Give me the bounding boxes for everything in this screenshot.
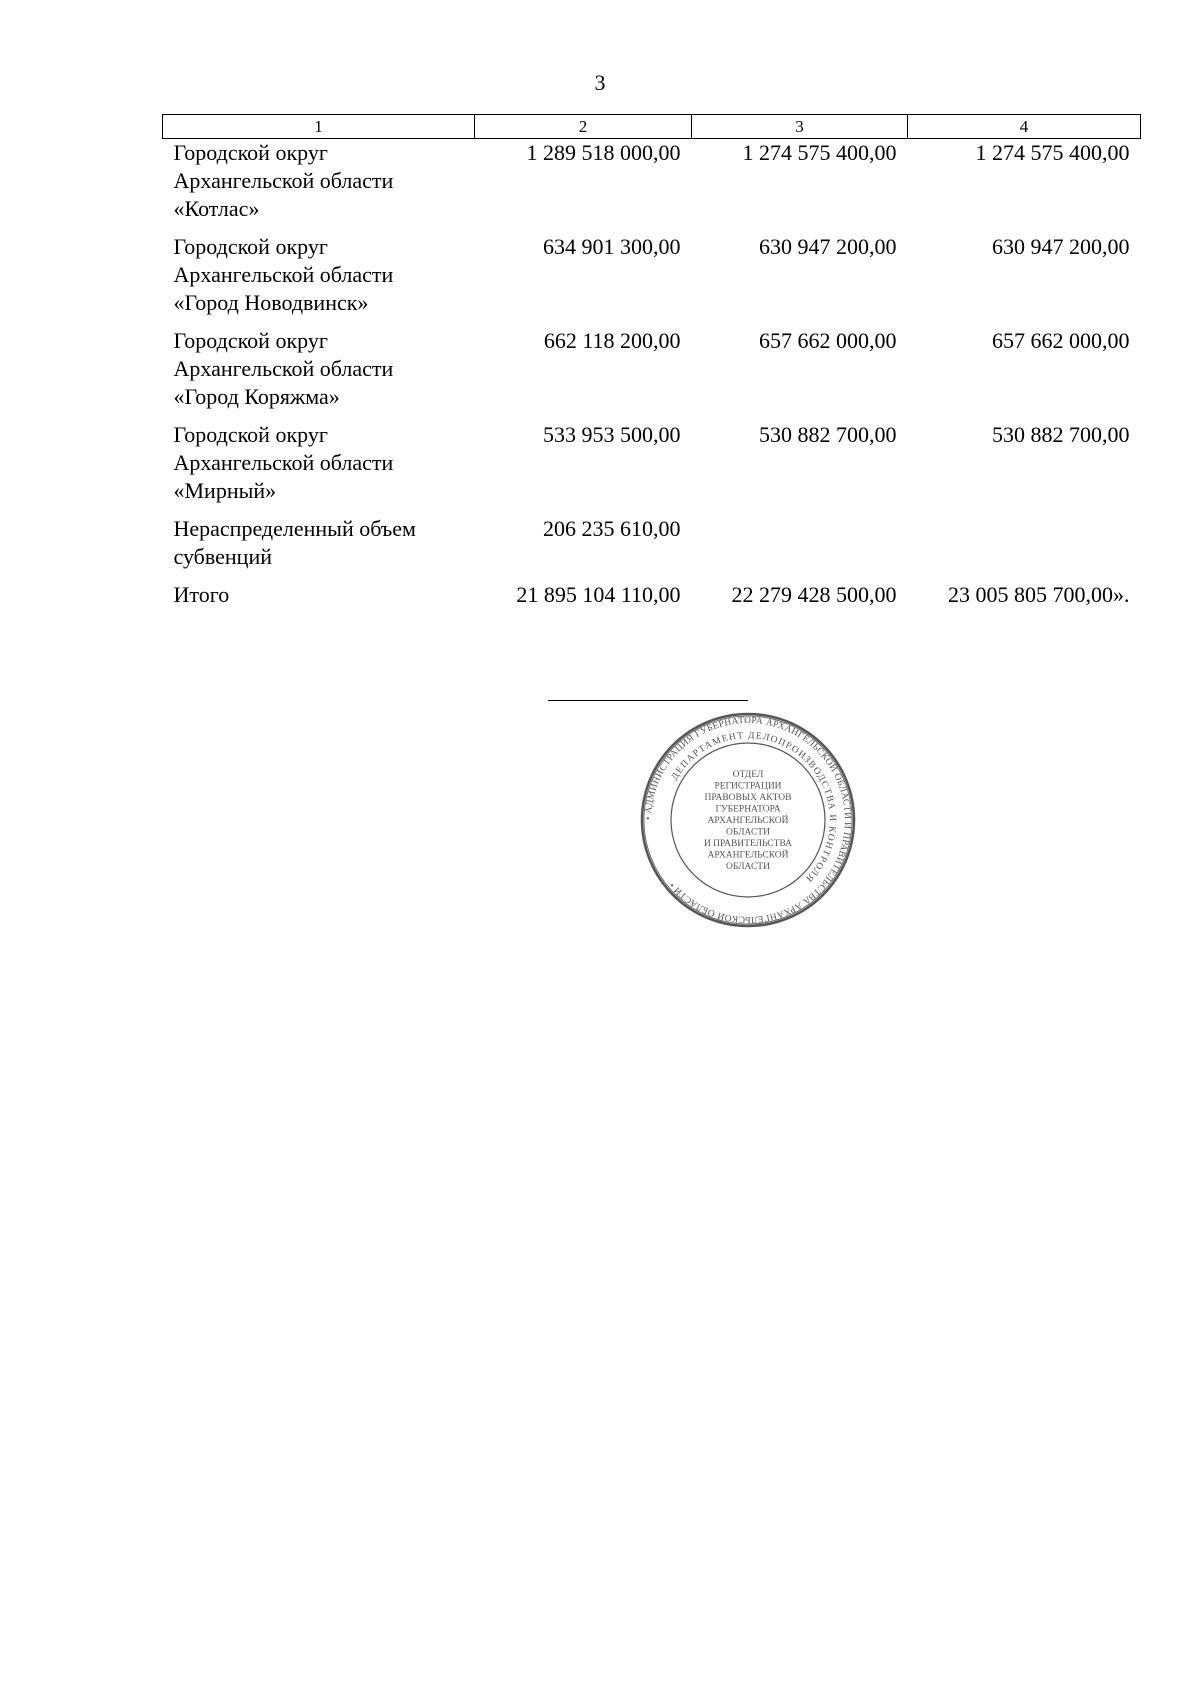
row-value-col4: 23 005 805 700,00». xyxy=(948,582,1130,607)
svg-text:ПРАВОВЫХ АКТОВ: ПРАВОВЫХ АКТОВ xyxy=(704,793,792,803)
signature-line xyxy=(548,700,748,701)
row-value-col2: 533 953 500,00 xyxy=(543,422,681,447)
column-header-4: 4 xyxy=(908,115,1141,139)
page-number: 3 xyxy=(594,70,606,95)
svg-text:ДЕПАРТАМЕНТ ДЕЛОПРОИЗВОДСТВА И: ДЕПАРТАМЕНТ ДЕЛОПРОИЗВОДСТВА И КОНТРОЛЯ xyxy=(670,730,838,884)
budget-table xyxy=(162,114,1141,619)
svg-text:АРХАНГЕЛЬСКОЙ: АРХАНГЕЛЬСКОЙ xyxy=(707,816,789,826)
row-value-col3 xyxy=(692,515,908,581)
row-value-col4: 1 274 575 400,00 xyxy=(975,140,1130,165)
row-name: Нераспределенный объем субвенций xyxy=(173,516,416,569)
row-value-col2: 634 901 300,00 xyxy=(543,234,681,259)
row-value-col4 xyxy=(908,515,1141,581)
table-row-total xyxy=(163,581,1141,619)
row-name: Городской округ Архангельской области «Котлас» xyxy=(173,140,394,221)
row-value-col3: 22 279 428 500,00 xyxy=(731,582,897,607)
svg-text:ОТДЕЛ: ОТДЕЛ xyxy=(732,770,764,780)
row-value-col2: 206 235 610,00 xyxy=(543,516,681,541)
column-header-2: 2 xyxy=(475,115,692,139)
row-name: Итого xyxy=(173,582,230,607)
table-row xyxy=(163,515,1141,581)
row-value-col3: 657 662 000,00 xyxy=(759,328,897,353)
row-value-col3: 530 882 700,00 xyxy=(759,422,897,447)
svg-text:АРХАНГЕЛЬСКОЙ: АРХАНГЕЛЬСКОЙ xyxy=(707,850,789,861)
svg-text:РЕГИСТРАЦИИ: РЕГИСТРАЦИИ xyxy=(714,781,782,792)
svg-text:И ПРАВИТЕЛЬСТВА: И ПРАВИТЕЛЬСТВА xyxy=(703,839,793,849)
official-seal xyxy=(638,710,858,930)
row-name: Городской округ Архангельской области «Город Коряжма» xyxy=(173,328,394,409)
row-name: Городской округ Архангельской области «Мирный» xyxy=(173,422,394,503)
table-row xyxy=(163,327,1141,421)
row-value-col2: 1 289 518 000,00 xyxy=(526,140,681,165)
table-header-row xyxy=(163,115,1141,139)
row-value-col2: 662 118 200,00 xyxy=(543,328,681,353)
row-value-col4: 657 662 000,00 xyxy=(992,328,1130,353)
row-value-col4: 630 947 200,00 xyxy=(992,234,1130,259)
column-header-1: 1 xyxy=(163,115,475,139)
column-header-3: 3 xyxy=(692,115,908,139)
svg-text:ГУБЕРНАТОРА: ГУБЕРНАТОРА xyxy=(715,804,781,815)
svg-text:ОБЛАСТИ: ОБЛАСТИ xyxy=(726,862,770,872)
row-value-col4: 530 882 700,00 xyxy=(992,422,1130,447)
row-value-col3: 1 274 575 400,00 xyxy=(742,140,897,165)
row-name: Городской округ Архангельской области «Город Новодвинск» xyxy=(173,234,394,315)
table-row xyxy=(163,421,1141,515)
svg-text:• АДМИНИСТРАЦИЯ ГУБЕРНАТОРА АР: • АДМИНИСТРАЦИЯ ГУБЕРНАТОРА АРХАНГЕЛЬСКОЙ ОБЛАСТИ И ПРАВИТЕЛЬСТВА АРХАНГЕЛЬСКОЙ ОБЛАСТИ • xyxy=(643,715,853,925)
svg-text:ОБЛАСТИ: ОБЛАСТИ xyxy=(726,827,770,838)
row-value-col3: 630 947 200,00 xyxy=(759,234,897,259)
row-value-col2: 21 895 104 110,00 xyxy=(516,582,681,607)
table-row xyxy=(163,233,1141,327)
table-row xyxy=(163,139,1141,234)
